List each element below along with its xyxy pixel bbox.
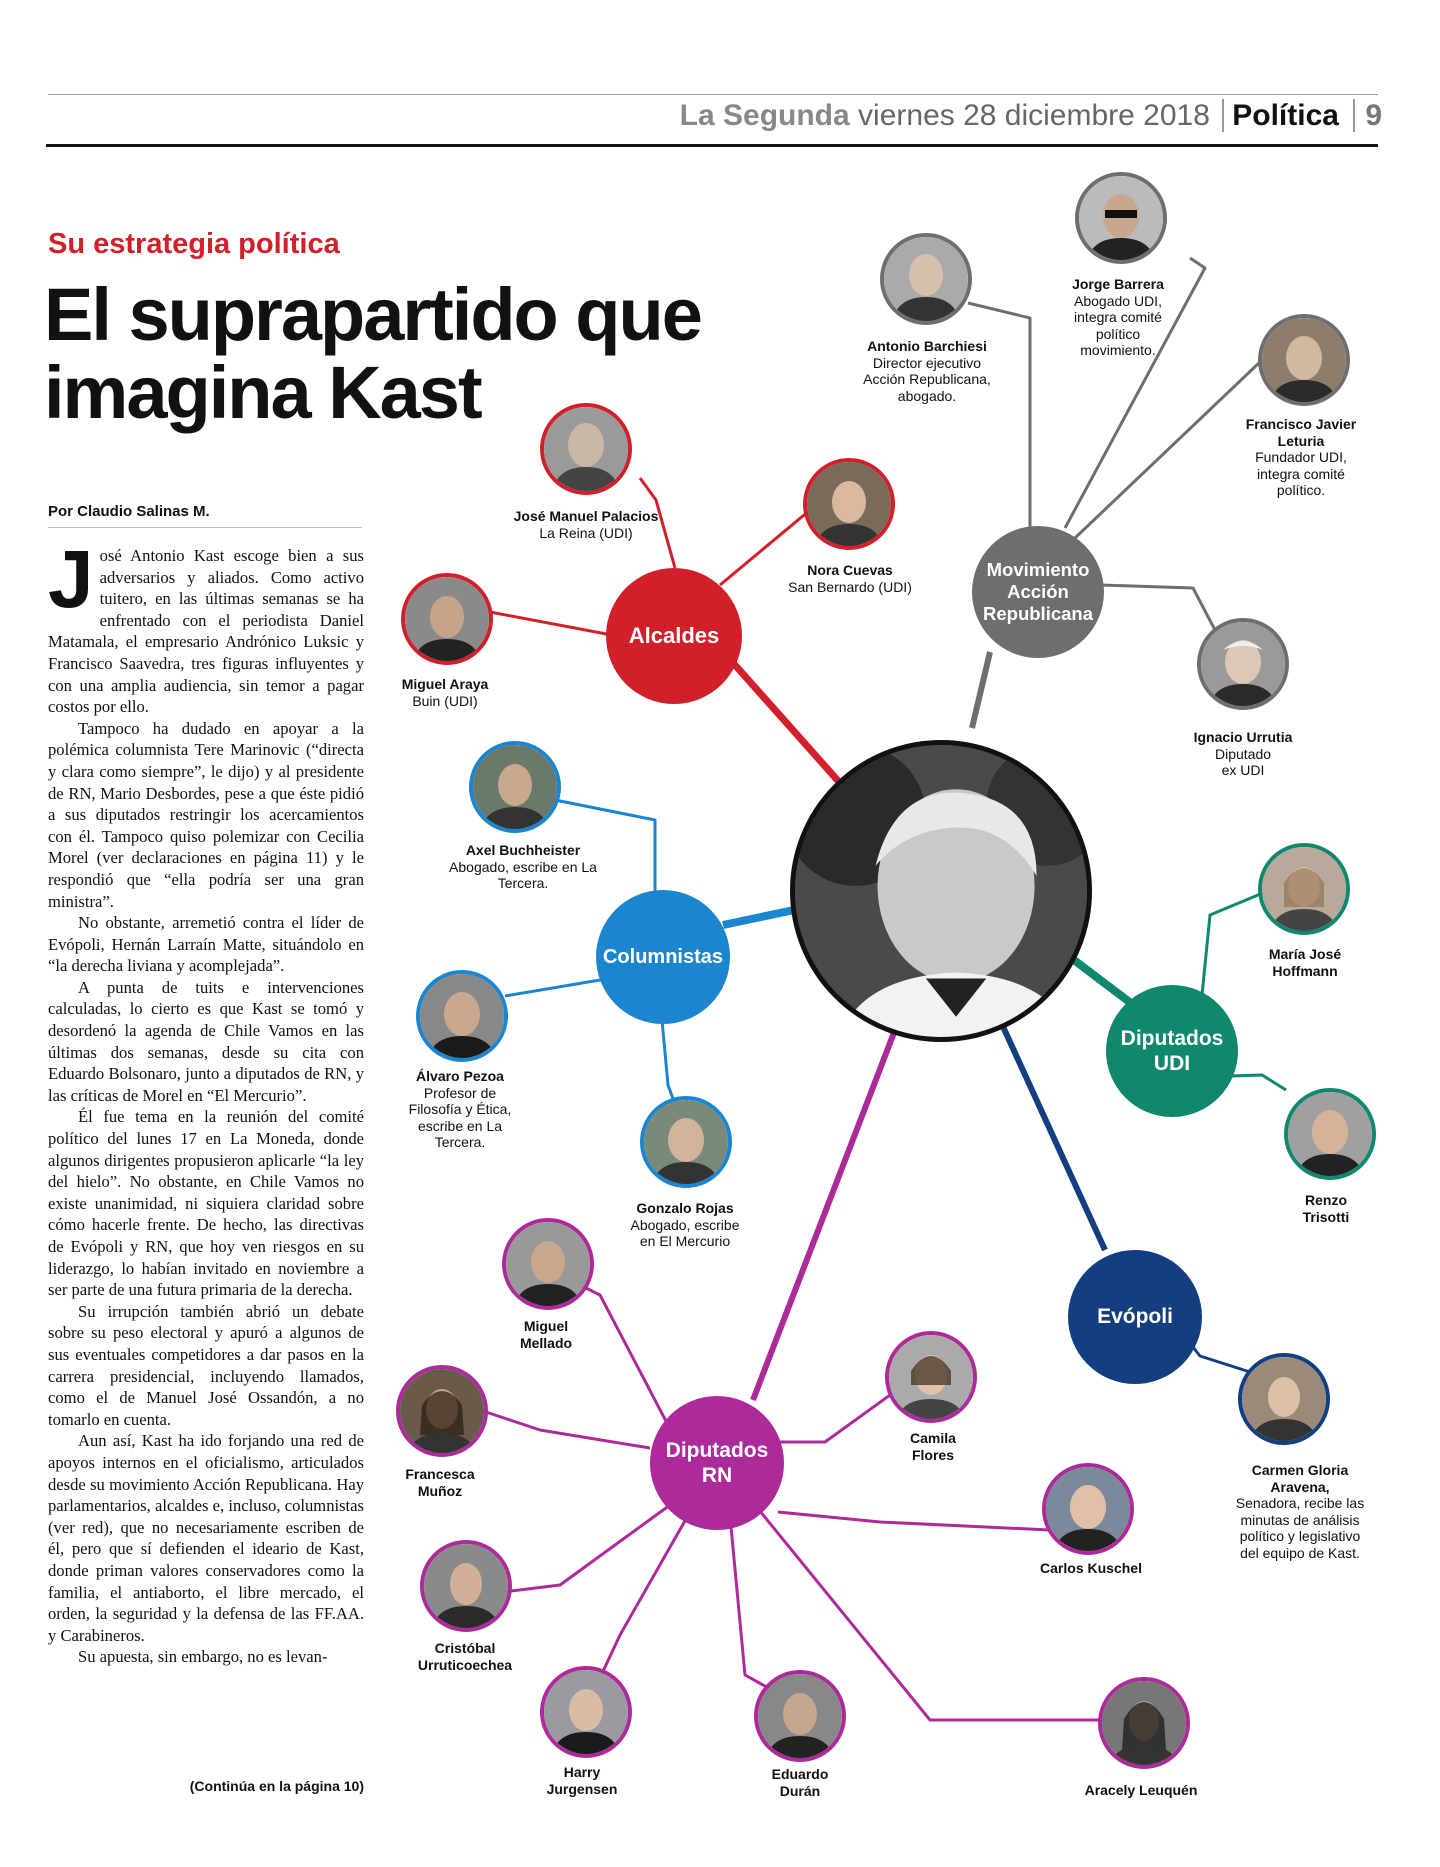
label-urrutia: Ignacio Urrutia Diputado ex UDI	[1193, 729, 1293, 778]
issue-date: viernes 28 diciembre 2018	[858, 99, 1210, 132]
label-duran: Eduardo Durán	[771, 1766, 829, 1799]
photo-mellado	[502, 1218, 594, 1310]
hub-diputados-rn: Diputados RN	[650, 1396, 784, 1530]
hub-evopoli: Evópoli	[1068, 1250, 1202, 1384]
label-urruticoechea: Cristóbal Urruticoechea	[417, 1640, 513, 1673]
label-aravena: Carmen Gloria Aravena, Senadora, recibe las minutas de análisis político y legislativo del equipo de Kast.	[1235, 1462, 1365, 1561]
label-araya: Miguel Araya Buin (UDI)	[401, 676, 489, 709]
drop-cap: J	[48, 534, 94, 625]
label-palacios: José Manuel Palacios La Reina (UDI)	[513, 508, 659, 541]
photo-buchheister	[469, 741, 561, 833]
photo-cuevas	[803, 458, 895, 550]
photo-urruticoechea	[420, 1540, 512, 1632]
photo-pezoa	[416, 970, 508, 1062]
label-leuquen: Aracely Leuquén	[1084, 1782, 1198, 1798]
label-kuschel: Carlos Kuschel	[1040, 1560, 1142, 1576]
paragraph: Tampoco ha dudado en apoyar a la polémica columnista Tere Marinovic (“directa y clara como siempre”, le dijo) y al presidente de RN, Mario Desbordes, pese a que éste pidió a sus diputados restringir los acercamientos con él. Tampoco quiso polemizar con Cecilia Morel (ver declaraciones en página 11) y le respondió que “ella podría ser una gran ministra”.	[48, 718, 364, 911]
label-cuevas: Nora Cuevas San Bernardo (UDI)	[788, 562, 912, 595]
photo-leturia	[1258, 314, 1350, 406]
label-jurgensen: Harry Jurgensen	[546, 1764, 618, 1797]
paragraph: A punta de tuits e intervenciones calculadas, lo cierto es que Kast se tomó y desordenó la agenda de Chile Vamos en las últimas dos semanas, desde su cita con Eduardo Bolsonaro, junto a diputados de RN, y las críticas de Morel en “El Mercurio”.	[48, 977, 364, 1105]
headline: El suprapartido que imagina Kast	[44, 273, 701, 434]
label-leturia: Francisco Javier Leturia Fundador UDI, integra comité político.	[1245, 416, 1357, 498]
section-name: Política	[1222, 99, 1339, 132]
paragraph: No obstante, arremetió contra el líder de Evópoli, Hernán Larraín Matte, situándolo en “la derecha liviana y acomplejada”.	[48, 913, 364, 976]
page-number: 9	[1353, 99, 1382, 132]
photo-hoffmann	[1258, 843, 1350, 935]
hub-diputados-udi: Diputados UDI	[1106, 985, 1238, 1117]
label-hoffmann: María José Hoffmann	[1268, 946, 1342, 979]
photo-leuquen	[1098, 1677, 1190, 1769]
paragraph: José Antonio Kast escoge bien a sus adversarios y aliados. Como activo tuitero, en las últimas semanas se ha enfrentado con el periodista Daniel Matamala, el empresario Andrónico Luksic y Francisco Saavedra, tres figuras influyentes y con una amplia audiencia, sin temor a pagar costos por ello.	[48, 534, 364, 717]
photo-munoz	[396, 1365, 488, 1457]
label-mellado: Miguel Mellado	[519, 1318, 573, 1351]
label-buchheister: Axel Buchheister Abogado, escribe en La Tercera.	[449, 842, 597, 891]
photo-barchiesi	[880, 233, 972, 325]
paragraph: Aun así, Kast ha ido forjando una red de apoyos internos en el oficialismo, articulados desde su movimiento Acción Republicana. Hay parlamentarios, alcaldes e, incluso, columnistas (ver red), que no necesariamente escriben de él, pero que sí defienden el ideario de Kast, donde priman valores conservadores como la familia, el antiaborto, el libre mercado, el orden, la seguridad y la defensa de las FF.AA. y Carabineros.	[48, 1431, 364, 1645]
photo-duran	[754, 1670, 846, 1762]
newspaper-name: La Segunda	[679, 99, 850, 132]
label-pezoa: Álvaro Pezoa Profesor de Filosofía y Ética, escribe en La Tercera.	[408, 1068, 512, 1150]
portrait-graphic	[795, 745, 1092, 1042]
label-munoz: Francesca Muñoz	[405, 1466, 475, 1499]
hub-movimiento-accion-republicana: Movimiento Acción Republicana	[972, 526, 1104, 658]
photo-kuschel	[1042, 1463, 1134, 1555]
photo-urrutia	[1197, 618, 1289, 710]
hub-alcaldes: Alcaldes	[606, 568, 742, 704]
label-rojas: Gonzalo Rojas Abogado, escribe en El Mercurio	[630, 1200, 740, 1249]
hub-columnistas: Columnistas	[596, 890, 730, 1024]
center-portrait	[790, 740, 1092, 1042]
photo-araya	[401, 573, 493, 665]
paragraph: Su irrupción también abrió un debate sobre su peso electoral y apuró a algunos de sus eventuales competidores a dar pasos en la carrera presidencial, incluyendo llamados, como el de Manuel José Ossandón, a no tomarlo en cuenta.	[48, 1301, 364, 1429]
label-barrera: Jorge Barrera Abogado UDI, integra comité político movimiento.	[1072, 276, 1164, 358]
label-trisotti: Renzo Trisotti	[1302, 1192, 1350, 1225]
photo-rojas	[640, 1096, 732, 1188]
photo-palacios	[540, 403, 632, 495]
continued-note: (Continúa en la página 10)	[189, 1778, 364, 1794]
photo-aravena	[1238, 1353, 1330, 1445]
photo-jurgensen	[540, 1666, 632, 1758]
photo-flores	[885, 1331, 977, 1423]
label-barchiesi: Antonio Barchiesi Director ejecutivo Acción Republicana, abogado.	[863, 338, 991, 404]
byline: Por Claudio Salinas M.	[48, 503, 210, 520]
kicker: Su estrategia política	[48, 228, 340, 260]
paragraph: Él fue tema en la reunión del comité político del lunes 17 en La Moneda, donde algunos dirigentes propusieron aplicarle “la ley del hielo”. No obstante, en Chile Vamos no existe unanimidad, ni siquiera claridad sobre cómo hacerle frente. De hecho, las directivas de Evópoli y RN, que hoy ven riesgos en su liderazgo, lo habían invitado en noviembre a ser parte de una futura primaria de la derecha.	[48, 1107, 364, 1300]
photo-trisotti	[1284, 1088, 1376, 1180]
paragraph: Su apuesta, sin embargo, no es levan-	[78, 1647, 328, 1667]
photo-barrera	[1075, 172, 1167, 264]
label-flores: Camila Flores	[910, 1430, 956, 1463]
